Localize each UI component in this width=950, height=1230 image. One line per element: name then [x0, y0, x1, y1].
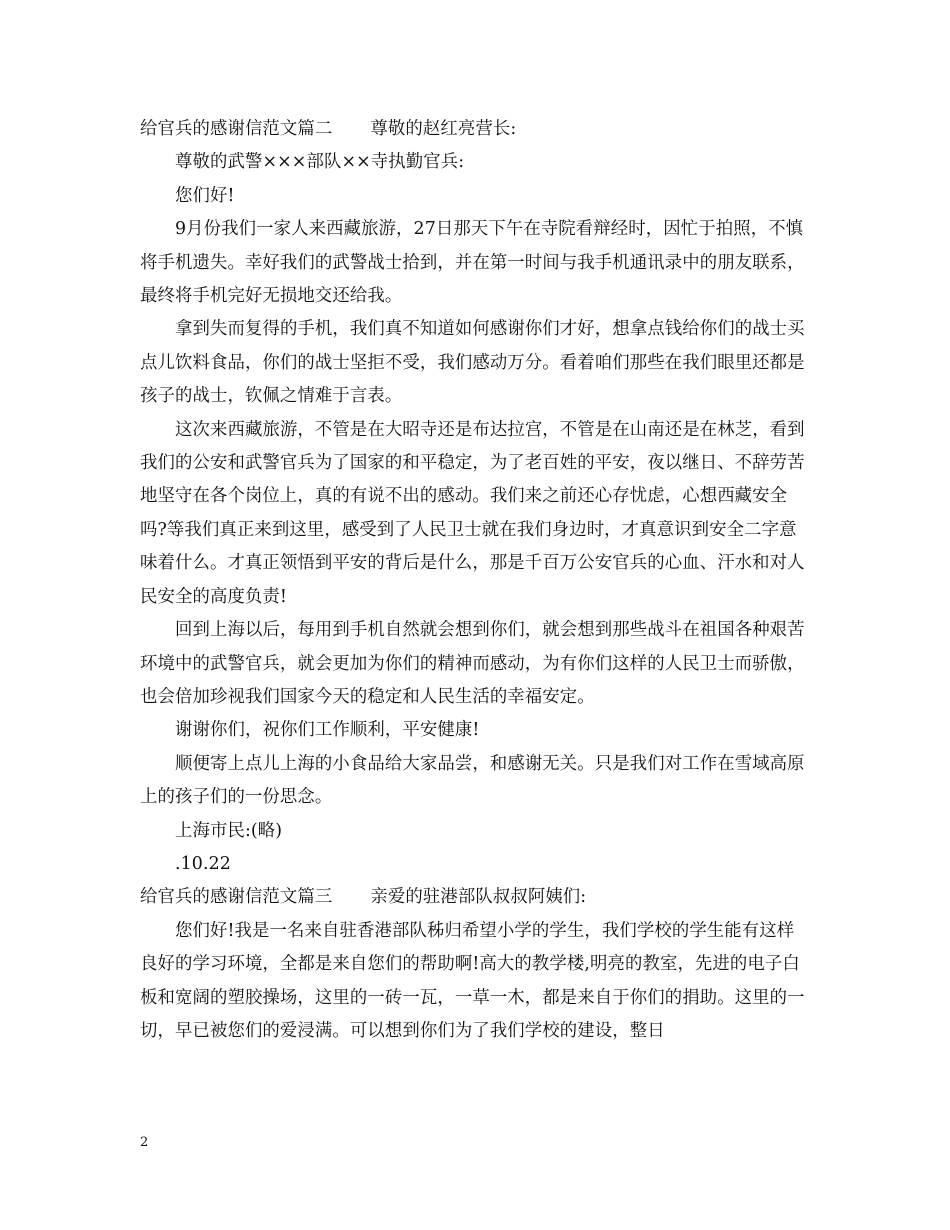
document-body [140, 113, 810, 1048]
section-title: 给官兵的感谢信范文篇三 [140, 887, 333, 908]
salutation: 尊敬的武警×××部队××寺执勤官兵: [175, 152, 465, 173]
section-heading-3 [140, 881, 810, 914]
paragraph: 这次来西藏旅游，不管是在大昭寺还是布达拉宫，不管是在山南还是在林芝，看到我们的公安和武警官兵为了国家的和平稳定，为了老百姓的平安，夜以继日、不辞劳苦地坚守在各个岗位上，真的有说不出的感动。我们来之前还心存忧虑，心想西藏安全吗?等我们真正来到这里，感受到了人民卫士就在我们身边时，才真意识到安全二字意味着什么。才真正领悟到平安的背后是什么，那是千百万公安官兵的心血、汗水和对人民安全的高度负责! [140, 419, 805, 607]
paragraph: 您们好!我是一名来自驻香港部队秭归希望小学的学生，我们学校的学生能有这样良好的学习环境，全都是来自您们的帮助啊!高大的教学楼,明亮的教室，先进的电子白板和宽阔的塑胶操场，这里的一砖一瓦，一草一木，都是来自于你们的捐助。这里的一切，早已被您们的爱浸满。可以想到你们为了我们学校的建设，整日 [140, 920, 805, 1041]
paragraph: 9月份我们一家人来西藏旅游，27日那天下午在寺院看辩经时，因忙于拍照，不慎将手机遗失。幸好我们的武警战士拾到，并在第一时间与我手机通讯录中的朋友联系，最终将手机完好无损地交还给我。 [140, 219, 805, 307]
section-opening: 亲爱的驻港部队叔叔阿姨们: [370, 887, 587, 908]
section-title: 给官兵的感谢信范文篇二 [140, 119, 333, 139]
page-number: 2 [140, 1135, 149, 1150]
paragraph: 拿到失而复得的手机，我们真不知道如何感谢你们才好，想拿点钱给你们的战士买点儿饮料食品，你们的战士坚拒不受，我们感动万分。看着咱们那些在我们眼里还都是孩子的战士，钦佩之情难于言表。 [140, 319, 805, 407]
letter-date: .10.22 [175, 853, 231, 874]
signature: 上海市民:(略) [175, 820, 283, 841]
section-opening: 尊敬的赵红亮营长: [370, 119, 517, 139]
section-heading-2 [140, 113, 810, 146]
greeting: 您们好! [175, 185, 235, 206]
paragraph: 回到上海以后，每用到手机自然就会想到你们，就会想到那些战斗在祖国各种艰苦环境中的武警官兵，就会更加为你们的精神而感动，为有你们这样的人民卫士而骄傲，也会倍加珍视我们国家今天的稳定和人民生活的幸福安定。 [140, 620, 805, 707]
paragraph: 顺便寄上点儿上海的小食品给大家品尝，和感谢无关。只是我们对工作在雪域高原上的孩子们的一份思念。 [140, 753, 805, 808]
closing-thanks: 谢谢你们，祝你们工作顺利，平安健康! [175, 720, 480, 741]
